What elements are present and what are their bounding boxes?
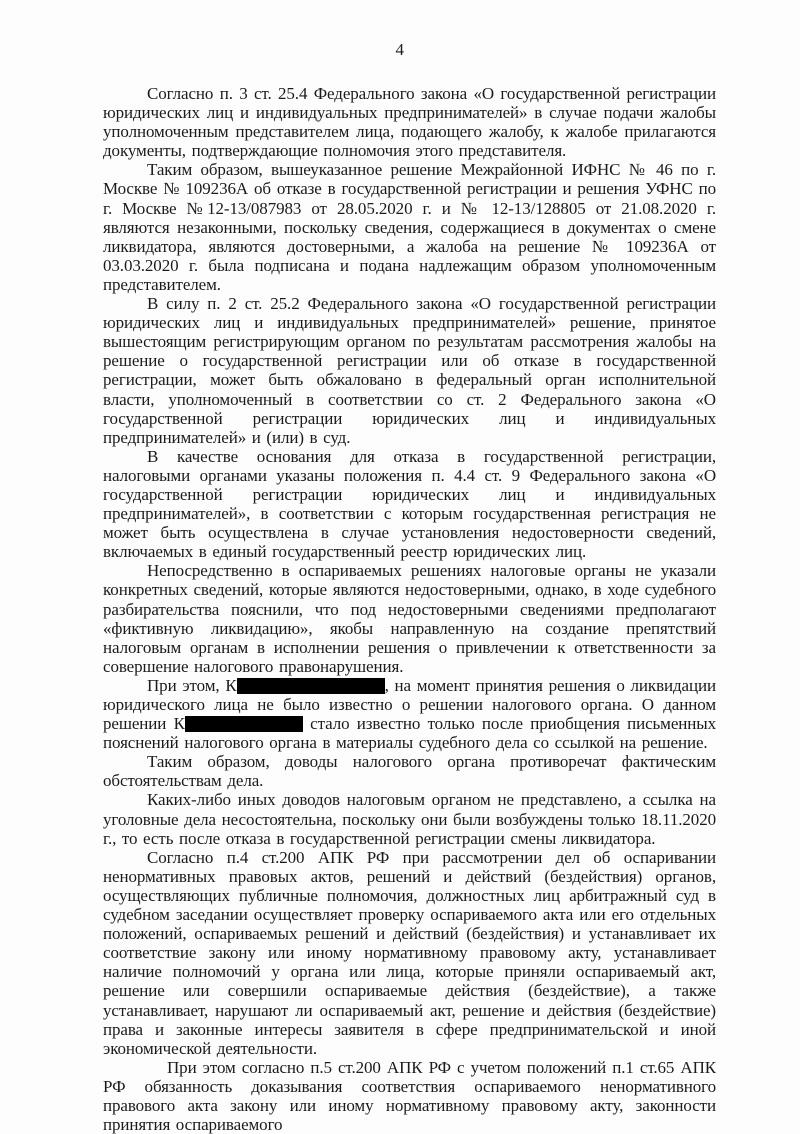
paragraph bbox=[103, 84, 716, 160]
paragraph-text: При этом, К bbox=[147, 675, 237, 695]
paragraph-text: В силу п. 2 ст. 25.2 Федерального закона «О государственной регистрации юридических лиц и индивидуальных предпринимателей» решение, принятое вышестоящим регистрирующим органом по результатам рассмотрения жалобы на решение о государственной регистрации или об отказе в государственной регистрации, может быть обжаловано в федеральный орган исполнительной власти, уполномоченный в соответствии со ст. 2 Федерального закона «О государственной регистрации юридических лиц и индивидуальных предпринимателей» и (или) в суд. bbox=[103, 294, 716, 447]
paragraph bbox=[103, 790, 716, 847]
paragraph-text: В качестве основания для отказа в государственной регистрации, налоговыми органами указаны положения п. 4.4 ст. 9 Федерального закона «О государственной регистрации юридических лиц и индивидуальных предпринимателей», в соответствии с которым государственная регистрация не может быть осуществлена в случае установления недостоверности сведений, включаемых в единый государственный реестр юридических лиц. bbox=[103, 446, 716, 562]
paragraph-text: Каких-либо иных доводов налоговым органом не представлено, а ссылка на уголовные дела несостоятельна, поскольку они были возбуждены только 18.11.2020 г., то есть после отказа в государственной регистрации смены ликвидатора. bbox=[103, 790, 716, 848]
paragraph-text: При этом согласно п.5 ст.200 АПК РФ с учетом положений п.1 ст.65 АПК РФ обязанность доказывания соответствия оспариваемого ненормативного правового акта закону или иному нормативному правовому акту, законности принятия оспариваемого bbox=[103, 1057, 716, 1134]
page-number: 4 bbox=[395, 40, 405, 59]
paragraph-text: , на момент принятия решения о ликвидации юридического лица не было известно о решении налогового органа. О данном решении К bbox=[103, 675, 716, 734]
document-body bbox=[103, 84, 716, 1134]
paragraph-text: стало известно только после приобщения письменных пояснений налогового органа в материалы судебного дела со ссылкой на решение. bbox=[103, 714, 716, 753]
paragraph bbox=[103, 752, 716, 790]
paragraph-text: Таким образом, вышеуказанное решение Межрайонной ИФНС № 46 по г. Москве № 109236А об отказе в государственной регистрации и решения УФНС по г. Москве №12-13/087983 от 28.05.2020 г. и № 12-13/128805 от 21.08.2020 г. являются незаконными, поскольку сведения, содержащиеся в документах о смене ликвидатора, являются достоверными, а жалоба на решение № 109236А от 03.03.2020 г. была подписана и подана надлежащим образом уполномоченным представителем. bbox=[103, 160, 716, 294]
paragraph bbox=[103, 676, 716, 752]
paragraph bbox=[103, 1058, 716, 1134]
paragraph bbox=[103, 160, 716, 294]
paragraph bbox=[103, 561, 716, 676]
paragraph-text: Согласно п.4 ст.200 АПК РФ при рассмотрении дел об оспаривании ненормативных правовых актов, решений и действий (бездействия) органов, осуществляющих публичные полномочия, должностных лиц арбитражный суд в судебном заседании осуществляет проверку оспариваемого акта или его отдельных положений, оспариваемых решений и действий (бездействия) и устанавливает их соответствие закону или иному нормативному правовому акту, устанавливает наличие полномочий у органа или лица, которые приняли оспариваемый акт, решение или совершили оспариваемые действия (бездействие), а также устанавливает, нарушают ли оспариваемый акт, решение и действия (бездействие) права и законные интересы заявителя в сфере предпринимательской и иной экономической деятельности. bbox=[103, 847, 716, 1058]
paragraph bbox=[103, 294, 716, 447]
paragraph bbox=[103, 848, 716, 1058]
paragraph-text: Таким образом, доводы налогового органа противоречат фактическим обстоятельствам дела. bbox=[103, 752, 716, 791]
redaction-box bbox=[237, 678, 385, 694]
paragraph bbox=[103, 447, 716, 562]
paragraph-text: Согласно п. 3 ст. 25.4 Федерального закона «О государственной регистрации юридических лиц и индивидуальных предпринимателей» в случае подачи жалобы уполномоченным представителем лица, подающего жалобу, к жалобе прилагаются документы, подтверждающие полномочия этого представителя. bbox=[103, 84, 716, 161]
redaction-box bbox=[185, 716, 303, 732]
paragraph-text: Непосредственно в оспариваемых решениях налоговые органы не указали конкретных сведений, которые являются недостоверными, однако, в ходе судебного разбирательства пояснили, что под недостоверными сведениями предполагают «фиктивную ликвидацию», якобы направленную на создание препятствий налоговым органам в исполнении решения о привлечении к ответственности за совершение налогового правонарушения. bbox=[103, 561, 716, 676]
